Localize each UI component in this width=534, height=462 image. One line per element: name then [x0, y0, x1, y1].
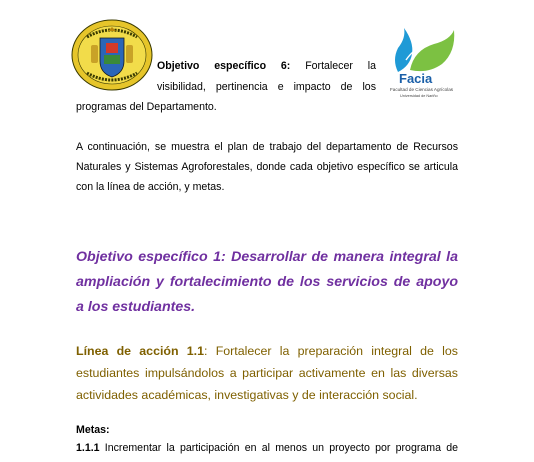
goal-item-number: 1.1.1	[76, 442, 100, 454]
facia-logo-name: Facia	[399, 71, 433, 86]
facia-logo-university: Universidad de Nariño	[400, 94, 438, 98]
action-line1	[76, 340, 458, 362]
goal-item-text: Incrementar la participación en al menos un proyecto por programa de	[104, 442, 458, 454]
intro-line1: A continuación, se muestra el plan de trabajo del departamento de Recursos	[76, 141, 458, 153]
objective6-line3: programas del Departamento.	[76, 101, 217, 113]
action-line3: actividades académicas, investigativas y de interacción social.	[76, 388, 418, 402]
objective1-line1: Objetivo específico 1: Desarrollar de manera integral la	[76, 249, 458, 265]
objective6-line2: visibilidad, pertinencia e impacto de los	[157, 81, 376, 93]
goals-heading: Metas:	[76, 424, 110, 436]
intro-line3: con la línea de acción, y metas.	[76, 181, 225, 193]
objective1-heading	[76, 245, 458, 320]
objective6-label: Objetivo específico 6:	[157, 60, 291, 72]
intro-line2: Naturales y Sistemas Agroforestales, donde cada objetivo específico se articula	[76, 161, 458, 173]
action-line2: estudiantes impulsándolos a participar activamente en las diversas	[76, 366, 458, 380]
objective1-line3: a los estudiantes.	[76, 299, 196, 315]
action-line-paragraph	[76, 340, 458, 406]
intro-paragraph	[76, 137, 458, 197]
objective1-line2: ampliación y fortalecimiento de los servicios de apoyo	[76, 274, 458, 290]
facia-logo-subtitle: Facultad de Ciencias Agrícolas	[390, 87, 454, 92]
objective6-line1	[157, 60, 376, 72]
university-seal-logo	[71, 19, 153, 91]
goal-item-1-1-1	[76, 442, 458, 454]
objective6-line1-text: Fortalecer la	[305, 60, 376, 72]
action-label: Línea de acción 1.1	[76, 344, 205, 358]
facia-logo	[384, 20, 460, 100]
action-line1-text: : Fortalecer la preparación integral de los	[204, 344, 458, 358]
